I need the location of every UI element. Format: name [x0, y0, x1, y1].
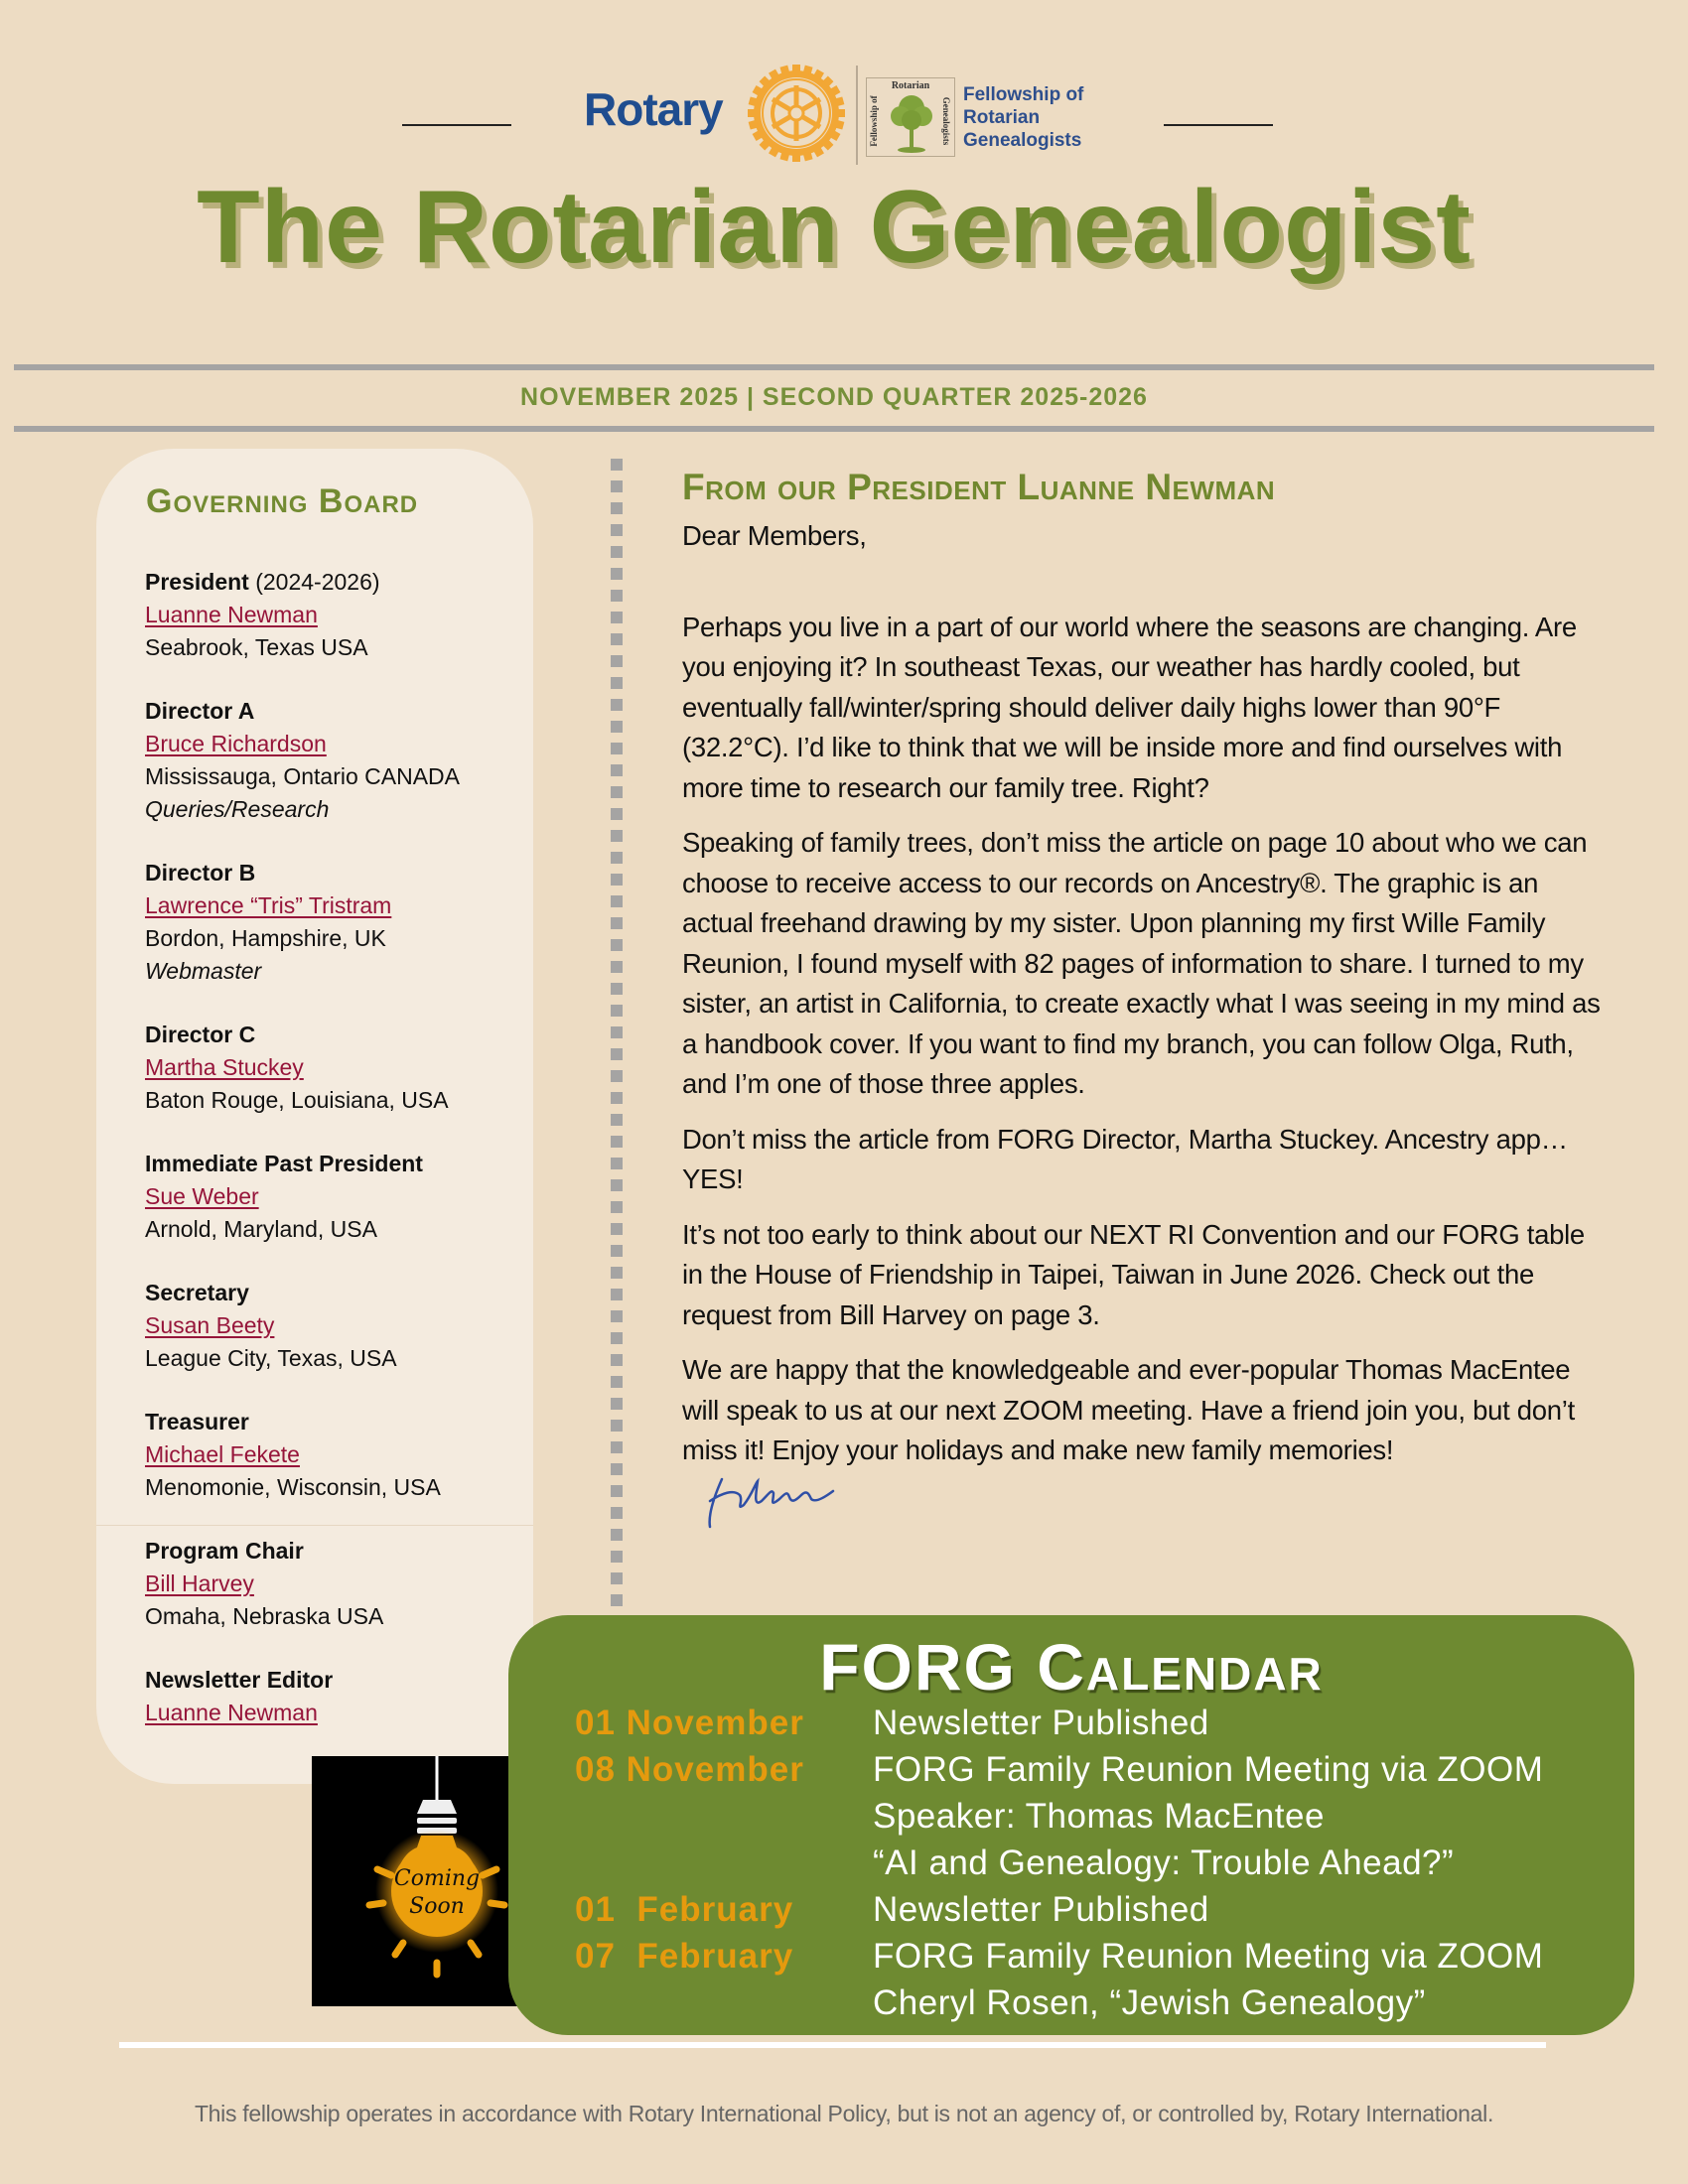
board-member-treasurer — [145, 1406, 522, 1504]
member-name-link[interactable]: Bruce Richardson — [145, 731, 327, 756]
member-role: Director A — [145, 698, 255, 724]
member-role: Secretary — [145, 1280, 249, 1305]
rotary-wordmark: Rotary — [584, 83, 723, 135]
letter-greeting: Dear Members, — [682, 520, 867, 551]
member-name-link[interactable]: Luanne Newman — [145, 1700, 318, 1725]
member-location: League City, Texas, USA — [145, 1345, 397, 1371]
masthead-title: The Rotarian Genealogist — [197, 170, 1472, 285]
calendar-event: Speaker: Thomas MacEntee — [873, 1796, 1325, 1836]
issue-date-line: NOVEMBER 2025 | SECOND QUARTER 2025-2026 — [520, 383, 1148, 411]
footer-disclaimer: This fellowship operates in accordance with Rotary International Policy, but is not an agency of, or controlled by, Rotary International. — [194, 2101, 1494, 2126]
letter-paragraph-last: We are happy that the knowledgeable and ever-popular Thomas MacEntee will speak to us at our next ZOOM meeting. Have a friend join you, but don’t miss it! Enjoy your holidays and make new family memories! — [682, 1350, 1601, 1531]
forg-logo-top-text: Rotarian — [891, 80, 930, 91]
calendar-row — [575, 1886, 1543, 1933]
logo-divider — [856, 66, 858, 165]
calendar-row — [575, 1746, 1543, 1793]
member-role: Director C — [145, 1022, 256, 1047]
member-role: Immediate Past President — [145, 1151, 423, 1176]
signature-icon — [700, 1471, 899, 1531]
calendar-title: FORG Calendar — [819, 1630, 1324, 1704]
calendar-event: FORG Family Reunion Meeting via ZOOM — [873, 1749, 1544, 1789]
calendar-rows — [575, 1700, 1543, 2026]
member-term: (2024-2026) — [248, 569, 380, 595]
member-role: Treasurer — [145, 1409, 249, 1434]
letter-paragraph: Perhaps you live in a part of our world where the seasons are changing. Are you enjoying it? In southeast Texas, our weather has hardly cooled, but eventually fall/winter/spring should deliver daily highs lower than 90°F (32.2°C). I’d like to think that we will be inside more and find ourselves with more time to research our family tree. Right? — [682, 611, 1577, 803]
member-name-link[interactable]: Michael Fekete — [145, 1441, 300, 1467]
decorative-line-right — [1164, 124, 1273, 126]
calendar-date: 08 November — [575, 1749, 804, 1789]
calendar-date: 07 February — [575, 1936, 794, 1976]
forg-tree-logo — [866, 77, 955, 157]
svg-text:Soon: Soon — [409, 1894, 465, 1919]
letter-title: From our President Luanne Newman — [682, 467, 1276, 507]
governing-board-sidebar — [96, 449, 533, 1784]
member-location: Arnold, Maryland, USA — [145, 1216, 377, 1242]
svg-text:Coming: Coming — [393, 1866, 481, 1891]
calendar-event: Newsletter Published — [873, 1703, 1209, 1742]
member-name-link[interactable]: Lawrence “Tris” Tristram — [145, 892, 392, 918]
calendar-event: Newsletter Published — [873, 1889, 1209, 1929]
board-member-director-b — [145, 857, 522, 988]
member-note: Webmaster — [145, 958, 262, 984]
calendar-event: FORG Family Reunion Meeting via ZOOM — [873, 1936, 1544, 1976]
header-rule-bottom — [14, 426, 1654, 432]
board-member-past-president — [145, 1148, 522, 1246]
member-role: Program Chair — [145, 1538, 304, 1564]
board-member-program-chair — [145, 1535, 522, 1633]
calendar-event: “AI and Genealogy: Trouble Ahead?” — [873, 1843, 1455, 1882]
rotary-wheel-icon — [747, 64, 846, 163]
calendar-event: Cheryl Rosen, “Jewish Genealogy” — [873, 1982, 1426, 2022]
forg-logo-right-text: Genealogists — [941, 96, 951, 146]
board-member-director-a — [145, 695, 522, 826]
member-name-link[interactable]: Bill Harvey — [145, 1570, 254, 1596]
calendar-date: 01 February — [575, 1889, 794, 1929]
calendar-date: 01 November — [575, 1703, 804, 1742]
member-note: Queries/Research — [145, 796, 330, 822]
member-location: Bordon, Hampshire, UK — [145, 925, 386, 951]
letter-paragraph: Don’t miss the article from FORG Director, Martha Stuckey. Ancestry app…YES! — [682, 1123, 1568, 1194]
board-member-secretary — [145, 1277, 522, 1375]
member-name-link[interactable]: Luanne Newman — [145, 602, 318, 627]
footer-rule — [119, 2042, 1546, 2048]
member-location: Mississauga, Ontario CANADA — [145, 763, 460, 789]
member-location: Baton Rouge, Louisiana, USA — [145, 1087, 449, 1113]
board-member-president — [145, 566, 522, 664]
forg-calendar — [508, 1615, 1634, 2035]
member-name-link[interactable]: Susan Beety — [145, 1312, 275, 1338]
sidebar-title: Governing Board — [146, 482, 419, 520]
letter-paragraph: Speaking of family trees, don’t miss the article on page 10 about who we can choose to receive access to our records on Ancestry®. The graphic is an actual freehand drawing by my sister. Upon planning my first Wille Family Reunion, I found myself with 82 pages of information to share. I turned to my sister, an artist in California, to create exactly what I was seeing in my mind as a handbook cover. If you want to find my branch, you can follow Olga, Ruth, and I’m one of those three apples. — [682, 827, 1601, 1099]
letter-paragraph: It’s not too early to think about our NEXT RI Convention and our FORG table in the House of Friendship in Taipei, Taiwan in June 2026. Check out the request from Bill Harvey on page 3. — [682, 1218, 1585, 1330]
tree-icon — [889, 92, 934, 154]
calendar-row — [575, 1840, 1543, 1886]
calendar-row — [575, 1793, 1543, 1840]
column-divider — [611, 459, 623, 1625]
president-letter — [682, 467, 1601, 1546]
decorative-line-left — [402, 124, 511, 126]
member-location: Omaha, Nebraska USA — [145, 1603, 384, 1629]
calendar-row — [575, 1979, 1543, 2026]
board-member-director-c — [145, 1019, 522, 1117]
board-member-newsletter-editor — [145, 1664, 522, 1729]
forg-logo-left-text: Fellowship of — [869, 95, 879, 147]
member-location: Menomonie, Wisconsin, USA — [145, 1474, 441, 1500]
member-name-link[interactable]: Sue Weber — [145, 1183, 259, 1209]
member-role: Director B — [145, 860, 256, 886]
member-location: Seabrook, Texas USA — [145, 634, 368, 660]
calendar-row — [575, 1700, 1543, 1746]
member-role: Newsletter Editor — [145, 1667, 334, 1693]
board-member-list — [145, 566, 522, 1760]
member-name-link[interactable]: Martha Stuckey — [145, 1054, 304, 1080]
member-role: President — [145, 569, 249, 595]
calendar-row — [575, 1933, 1543, 1979]
forg-wordmark: Fellowship of Rotarian Genealogists — [963, 84, 1084, 151]
header-rule-top — [14, 364, 1654, 370]
